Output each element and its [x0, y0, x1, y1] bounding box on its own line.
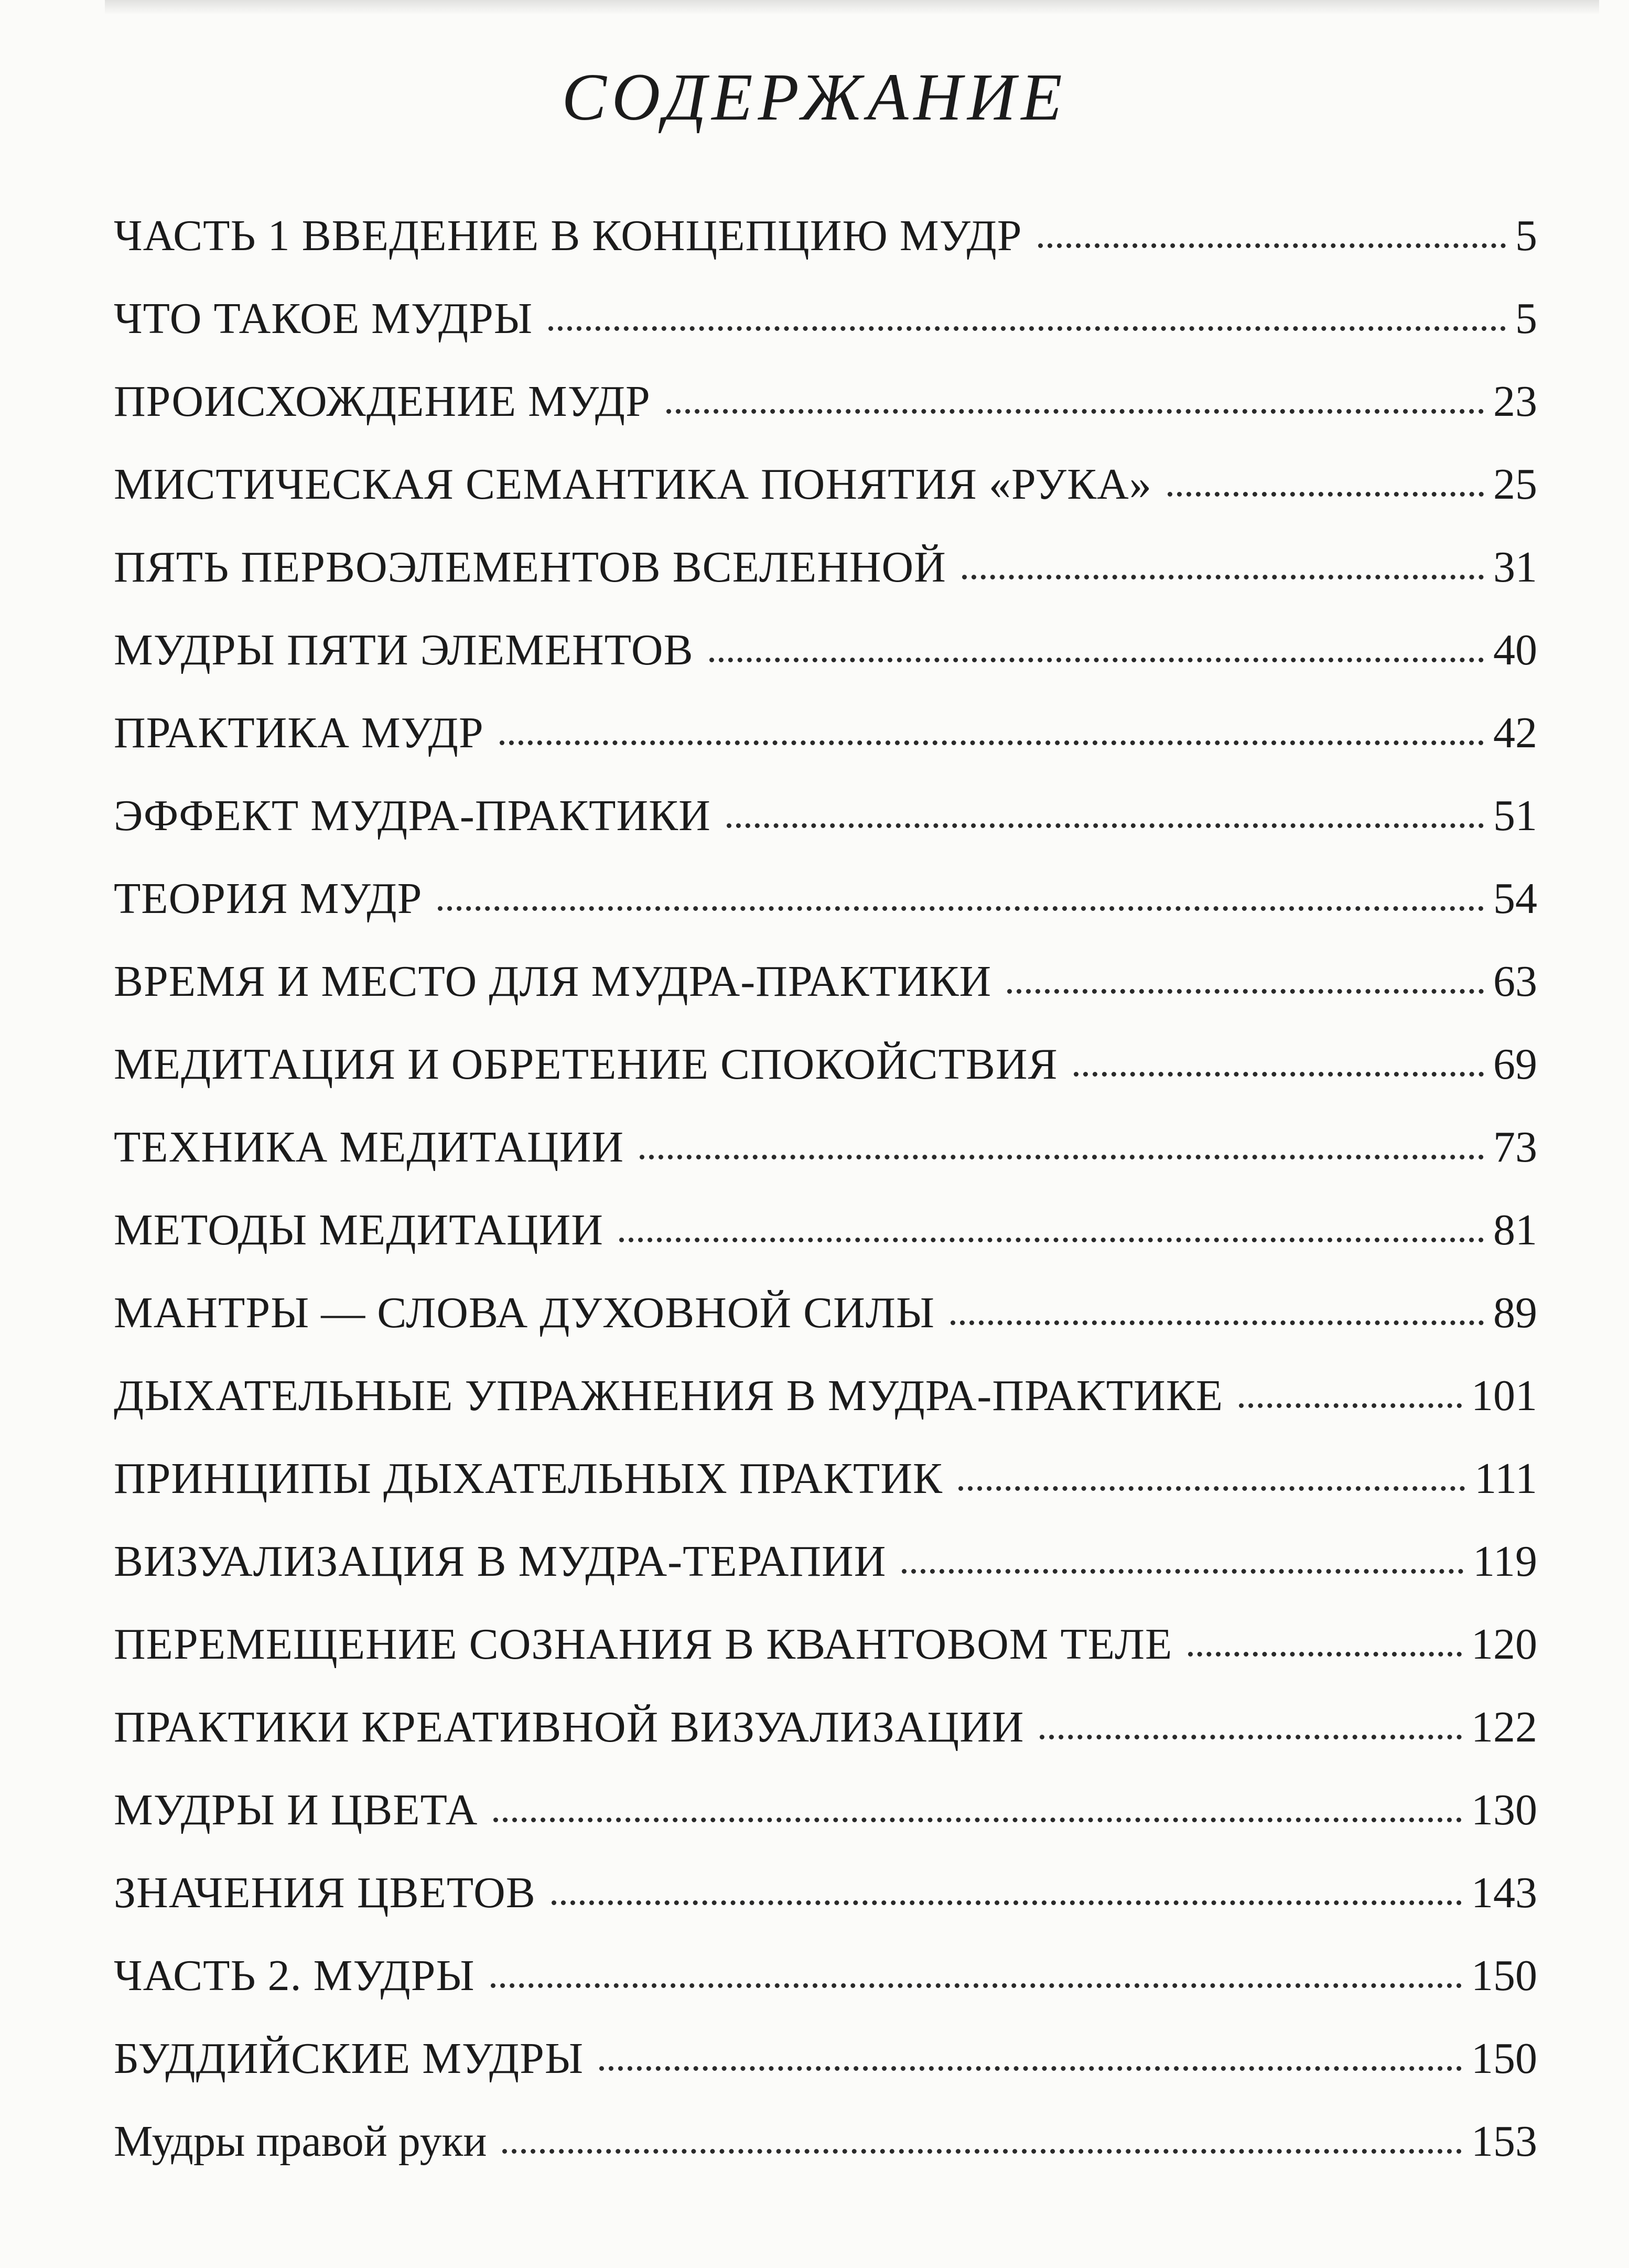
toc-entry-page: 143: [1471, 1868, 1537, 1917]
toc-entry[interactable]: [114, 2033, 1537, 2115]
dot-leader: [1168, 492, 1484, 497]
toc-entry-page: 54: [1493, 874, 1537, 923]
toc-entry[interactable]: [114, 375, 1537, 458]
dot-leader: [1074, 1072, 1484, 1077]
dot-leader: [502, 2149, 1462, 2154]
dot-leader: [438, 906, 1484, 911]
toc-entry[interactable]: [114, 1701, 1537, 1784]
toc-entry-page: 73: [1493, 1123, 1537, 1171]
toc-entry-label: ТЕОРИЯ МУДР: [114, 874, 423, 923]
toc-entry-page: 5: [1515, 294, 1537, 343]
toc-entry[interactable]: [114, 1370, 1537, 1453]
toc-entry[interactable]: [114, 1867, 1537, 1950]
toc-entry-label: ЗНАЧЕНИЯ ЦВЕТОВ: [114, 1868, 536, 1917]
toc-entry-page: 51: [1493, 791, 1537, 840]
toc-entry-label: ДЫХАТЕЛЬНЫЕ УПРАЖНЕНИЯ В МУДРА-ПРАКТИКЕ: [114, 1371, 1224, 1420]
toc-entry-label: ЧАСТЬ 1 ВВЕДЕНИЕ В КОНЦЕПЦИЮ МУДР: [114, 211, 1022, 260]
toc-entry-label: ПРАКТИКИ КРЕАТИВНОЙ ВИЗУАЛИЗАЦИИ: [114, 1703, 1024, 1751]
toc-entry-page: 119: [1473, 1537, 1537, 1586]
toc-entry-label: МУДРЫ И ЦВЕТА: [114, 1786, 478, 1834]
toc-entry-label: Мудры правой руки: [114, 2117, 487, 2166]
toc-entry-label: ЧАСТЬ 2. МУДРЫ: [114, 1951, 475, 2000]
dot-leader: [491, 1983, 1462, 1988]
toc-entry-page: 150: [1471, 2034, 1537, 2083]
dot-leader: [599, 2066, 1462, 2071]
toc-entry-label: ТЕХНИКА МЕДИТАЦИИ: [114, 1123, 624, 1171]
toc-entry[interactable]: [114, 955, 1537, 1038]
dot-leader: [962, 575, 1484, 579]
dot-leader: [500, 740, 1484, 745]
toc-entry-label: МЕДИТАЦИЯ И ОБРЕТЕНИЕ СПОКОЙСТВИЯ: [114, 1040, 1058, 1089]
dot-leader: [1007, 989, 1484, 994]
toc-entry-label: ЧТО ТАКОЕ МУДРЫ: [114, 294, 533, 343]
toc-entry-label: ВРЕМЯ И МЕСТО ДЛЯ МУДРА-ПРАКТИКИ: [114, 957, 992, 1006]
dot-leader: [619, 1238, 1484, 1242]
toc-entry[interactable]: [114, 1121, 1537, 1204]
toc-entry[interactable]: [114, 1287, 1537, 1370]
dot-leader: [666, 409, 1484, 414]
toc-entry[interactable]: [114, 873, 1537, 955]
toc-entry-label: МАНТРЫ — СЛОВА ДУХОВНОЙ СИЛЫ: [114, 1288, 935, 1337]
toc-entry[interactable]: [114, 1535, 1537, 1618]
dot-leader: [552, 1900, 1462, 1905]
toc-entry-label: ВИЗУАЛИЗАЦИЯ В МУДРА-ТЕРАПИИ: [114, 1537, 887, 1586]
toc-entry[interactable]: [114, 293, 1537, 375]
toc-entry[interactable]: [114, 458, 1537, 541]
toc-entry-page: 130: [1471, 1786, 1537, 1834]
toc-entry-page: 153: [1471, 2117, 1537, 2166]
dot-leader: [1188, 1652, 1462, 1657]
toc-entry[interactable]: [114, 1038, 1537, 1121]
toc-entry-label: ЭФФЕКТ МУДРА-ПРАКТИКИ: [114, 791, 711, 840]
toc-entry[interactable]: [114, 210, 1537, 293]
toc-entry-page: 25: [1493, 460, 1537, 509]
toc-entry[interactable]: [114, 1204, 1537, 1287]
toc-entry[interactable]: [114, 1618, 1537, 1701]
dot-leader: [548, 326, 1506, 331]
toc-entry[interactable]: [114, 541, 1537, 624]
dot-leader: [1040, 1735, 1462, 1739]
toc-entry-page: 111: [1474, 1454, 1537, 1503]
toc-entry-page: 120: [1471, 1620, 1537, 1669]
toc-entry-page: 122: [1471, 1703, 1537, 1751]
dot-leader: [1239, 1403, 1462, 1408]
toc-entry-page: 69: [1493, 1040, 1537, 1089]
toc-entry-page: 5: [1515, 211, 1537, 260]
toc-entry[interactable]: [114, 1784, 1537, 1867]
toc-entry-page: 101: [1471, 1371, 1537, 1420]
dot-leader: [902, 1569, 1463, 1574]
dot-leader: [493, 1818, 1462, 1822]
toc-entry-label: ПРОИСХОЖДЕНИЕ МУДР: [114, 377, 651, 426]
toc-entry[interactable]: [114, 707, 1537, 790]
page-top-shadow: [105, 0, 1599, 15]
toc-entry-page: 89: [1493, 1288, 1537, 1337]
toc-entry-label: МЕТОДЫ МЕДИТАЦИИ: [114, 1206, 603, 1254]
toc-entry[interactable]: [114, 790, 1537, 873]
toc-entry-page: 63: [1493, 957, 1537, 1006]
toc-entry-label: ПЕРЕМЕЩЕНИЕ СОЗНАНИЯ В КВАНТОВОМ ТЕЛЕ: [114, 1620, 1173, 1669]
toc-entry[interactable]: [114, 1453, 1537, 1535]
toc-entry[interactable]: [114, 624, 1537, 707]
toc-entry-label: МИСТИЧЕСКАЯ СЕМАНТИКА ПОНЯТИЯ «РУКА»: [114, 460, 1152, 509]
dot-leader: [640, 1155, 1484, 1159]
toc-entry-label: ПЯТЬ ПЕРВОЭЛЕМЕНТОВ ВСЕЛЕННОЙ: [114, 543, 946, 592]
dot-leader: [951, 1320, 1484, 1325]
toc-entry-page: 81: [1493, 1206, 1537, 1254]
dot-leader: [958, 1486, 1465, 1491]
toc-entry-page: 150: [1471, 1951, 1537, 2000]
dot-leader: [727, 823, 1484, 828]
toc-entry[interactable]: [114, 1950, 1537, 2033]
toc-entry-page: 40: [1493, 626, 1537, 674]
toc-entry-label: ПРАКТИКА МУДР: [114, 708, 484, 757]
toc-entry[interactable]: [114, 2115, 1537, 2198]
table-of-contents: [114, 210, 1537, 2198]
toc-entry-label: МУДРЫ ПЯТИ ЭЛЕМЕНТОВ: [114, 626, 694, 674]
toc-entry-label: БУДДИЙСКИЕ МУДРЫ: [114, 2034, 584, 2083]
toc-entry-page: 23: [1493, 377, 1537, 426]
toc-entry-page: 31: [1493, 543, 1537, 592]
page-title: СОДЕРЖАНИЕ: [562, 60, 1067, 134]
toc-entry-page: 42: [1493, 708, 1537, 757]
toc-entry-label: ПРИНЦИПЫ ДЫХАТЕЛЬНЫХ ПРАКТИК: [114, 1454, 943, 1503]
dot-leader: [1038, 243, 1506, 248]
dot-leader: [709, 658, 1484, 662]
